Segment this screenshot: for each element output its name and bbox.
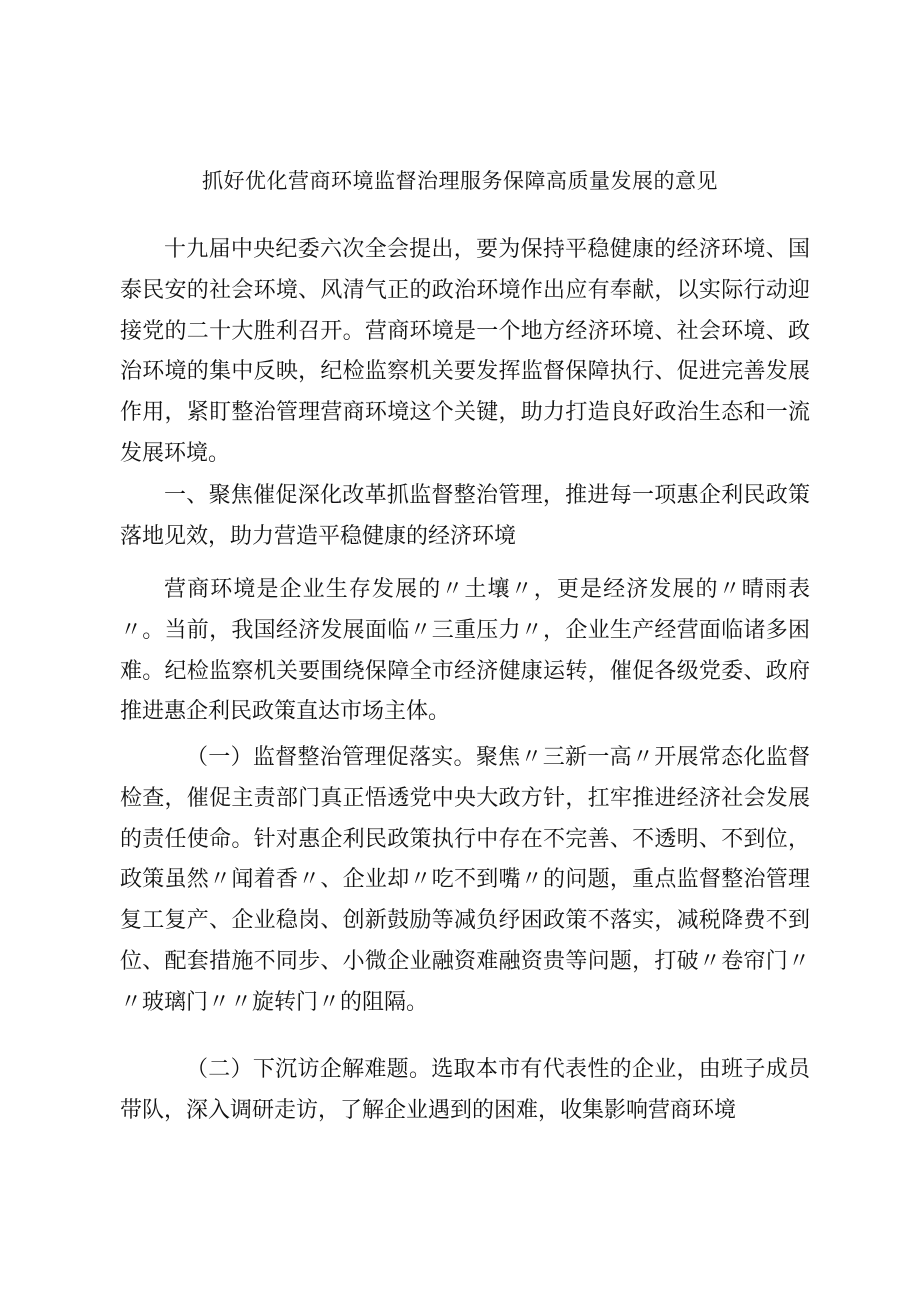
paragraph-item-1: （一）监督整治管理促落实。聚焦〃三新一高〃开展常态化监督检查，催促主责部门真正悟透党中央大政方针，扛牢推进经济社会发展的责任使命。针对惠企利民政策执行中存在不完善、不透明、不到位，政策虽然〃闻着香〃、企业却〃吃不到嘴〃的问题，重点监督整治管理复工复产、企业稳岗、创新鼓励等减负纾困政策不落实，减税降费不到位、配套措施不同步、小微企业融资难融资贵等问题，打破〃卷帘门〃〃玻璃门〃〃旋转门〃的阻隔。 [120, 745, 810, 1015]
paragraph-section-1: 营商环境是企业生存发展的〃土壤〃，更是经济发展的〃晴雨表〃。当前，我国经济发展面临〃三重压力〃，企业生产经营面临诸多困难。纪检监察机关要围绕保障全市经济健康运转，催促各级党委、政府推进惠企利民政策直达市场主体。 [120, 577, 810, 725]
paragraph-item-2: （二）下沉访企解难题。选取本市有代表性的企业，由班子成员带队，深入调研走访，了解企业遇到的困难，收集影响营商环境 [120, 1057, 810, 1123]
section-heading-1: 一、聚焦催促深化改革抓监督整治管理，推进每一项惠企利民政策落地见效，助力营造平稳健康的经济环境 [120, 483, 810, 549]
document-title: 抓好优化营商环境监督治理服务保障高质量发展的意见 [202, 169, 718, 193]
paragraph-intro: 十九届中央纪委六次全会提出，要为保持平稳健康的经济环境、国泰民安的社会环境、风清气正的政治环境作出应有奉献，以实际行动迎接党的二十大胜利召开。营商环境是一个地方经济环境、社会环境、政治环境的集中反映，纪检监察机关要发挥监督保障执行、促进完善发展作用，紧盯整治管理营商环境这个关键，助力打造良好政治生态和一流发展环境。 [120, 237, 810, 466]
